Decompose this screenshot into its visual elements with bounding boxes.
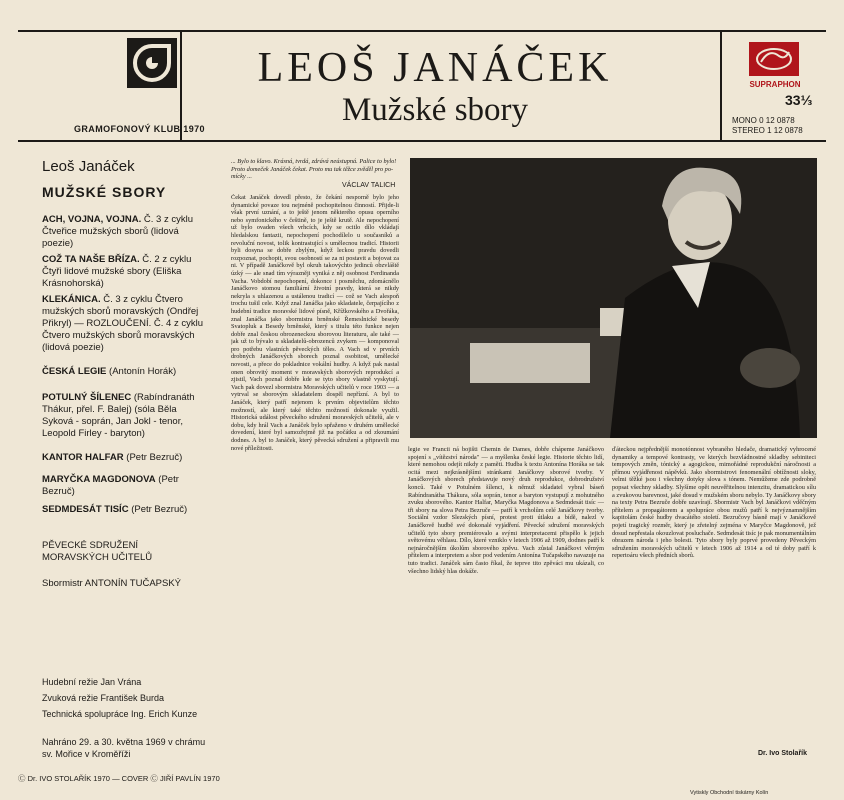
- gramofonovy-klub-logo: [127, 38, 177, 88]
- label-name: SUPRAPHON: [749, 80, 801, 89]
- header-divider-right: [720, 30, 722, 140]
- epigraph-author: VÁCLAV TALICH: [342, 182, 396, 189]
- epigraph-quote: ... Bylo to klavo. Krásná, tvrdá, zdrává neústupná. Palice to bylo! Proto domeček Janáček čekat. Proto mu tak těžce zvěděl pro po-mícky ...: [231, 158, 397, 181]
- catalog-stereo: STEREO 1 12 0878: [732, 126, 803, 135]
- track-list-item: ČESKÁ LEGIE (Antonín Horák): [42, 366, 177, 377]
- left-album: MUŽSKÉ SBORY: [42, 184, 167, 200]
- article-column-2: legie ve Francii ná bojišti Chemin de Dames, dobře chápeme Janáčkovo spojení s „vítězství národa" — a myšlenka české legie. Historie těchto lidí, které nemohou odejít nikdy z paměti. Hudba k textu Antonína Horáka se tak ocitá mezi nejkrásnějšími stránkami Janáčkovy sborové tvorby. V Janáčkových sborech představuje nový druh reprodukce, dobrodružství konců. Také v Potulném šílenci, k němuž skladatel vybral báseň Rabíndranátha Thákura, sóla soprán, tenor a baryton vystupují z mohutného zvuku sborového. Kantor Halfar, Maryčka Magdonova a Sedmdesát tisíc — tři sbory na slova Petra Bezruče — patří k vrcholům celé Janáčkovy tvorby. Sociální vzdor Slezských písní, protest proti útlaku a bídě, nalezl v Janáčkově hudbě své dokonalé vyjádření. Pěvecké sdružení moravských učitelů tyto sbory premiérovalo a svými interpretacemi přispělo k jejich světovému věhlasu. Dílo, které vzniklo v letech 1906 až 1909, dodnes patří k nejnáročnějším úkolům sborového zpěvu. Vach zůstal Janáčkovi věrným přítelem a interpretem a sbor pod vedením Antonína Tučapského navazuje na tuto tradici. Janáček sám často říkal, že teprve tito zpěváci mu ukázali, co všechno lidský hlas dokáže.: [408, 446, 604, 575]
- track-list-item: KLEKÁNICA. Č. 3 z cyklu Čtvero mužských sborů moravských (Ondřej Přikryl) — ROZLOUČENÍ. Č. 4 z cyklu Čtvero mužských sborů moravských (lidová poezie): [42, 294, 203, 353]
- track-list-item: KANTOR HALFAR (Petr Bezruč): [42, 452, 183, 463]
- album-title: Mužské sbory: [341, 92, 529, 128]
- club-label: GRAMOFONOVÝ KLUB 1970: [74, 124, 205, 134]
- supraphon-logo: [749, 42, 799, 76]
- copyright-footer: Ⓒ Dr. IVO STOLAŘÍK 1970 — COVER Ⓒ JIŘÍ PAVLÍN 1970: [18, 774, 220, 783]
- conductor-name: Sbormistr ANTONÍN TUČAPSKÝ: [42, 578, 182, 589]
- track-list-item: SEDMDESÁT TISÍC (Petr Bezruč): [42, 504, 188, 515]
- credit-line: Hudební režie Jan Vrána: [42, 677, 142, 687]
- left-composer: Leoš Janáček: [42, 158, 135, 175]
- composer-photo: [410, 158, 817, 438]
- catalog-mono: MONO 0 12 0878: [732, 116, 795, 125]
- credit-line: Technická spolupráce Ing. Erich Kunze: [42, 709, 198, 719]
- speed-label: 33⅓: [785, 92, 813, 108]
- header-bottom-rule: [18, 140, 826, 142]
- article-column-1: Čekat Janáček dovedl přesto, že čekání nesporně bylo jeho dynamické povaze tou nejméně pochopitelnou činností. Přijde-li však první uznání, a to ještě jenom některého opusu operního nebo symfonického v češtině, to je ještě krutě. Ale nepochopení už bylo ovaden všech vrhcích, kdy se ocitlo dílo vkládají hledalskou fantazii, nepochopení pochodílelo u současníků a revoluční novost, tolik kontrastující s umělecnou tradicí. Historii byli dosyna se dobře zbylým, když leckou pravdu dovedli rozpoznat, pochopit, svou osobností se za ni postavit a bojovat za ni. V případě Janáčkově byl okruh takovýchto jedinců obzvláště úzký — ale snad tím výrazněji vyniká z něj osobnost Ferdinanda Vacha. Vobdobí nepochopení, dokonce i posměchu, zdomácnělo Janáčkovo stomou familiární životní pravdy, která se nikdy nekryla s uhlazenou a ustálenou tradicí — což se Vach alespoň trochu tušil cele. Když znal Janáčka jako skladatele, čerpajícího z hudební tradice moravské lidové písně, Křížkovského a Dvořáka, znal Janáčka jako sbormistra brněnské Řemeslnické besedy Svatopluk a Besedy brněnské, který s titulu této funkce nejen dobře znal českou obrozeneckou sborovou literaturu, ale také — jak už to bývalo u skladatelů-obrozenců zvykem — komponoval pro potřebu vlastních pěveckých těles. A Vach sd v prvních drobných Janáčkových sborech poznal osobitost, umělecké novosti, a přece do pokladnice vokální hudby. A když pak nastal onen obrovitý moment v moravských sborových reprodukcí a zjistil, Vach poznal dobře kde se tyto sbory vlastně vyskytují. Vach pak dovezl sbormistra Moravských učitelů v roce 1903 — a vytrval se sborovým skladatelem dospěl nepřízní. A byl to Janáček, který patří nejenom k prvním objevitelům těchto možností, ale který také těchto možností dokonale využil. Historická událost pěveckého sdružení moravských učitelů, ale v dobu, kdy hrál Vach a Janáček bylo spřaženo v druhém umělecké dovedení, které byl samozřejmě již na počátku a od zkoumání dodnes. A byl to Janáček, který pěvecká sdružení a připravili mu nové příležitosti.: [231, 194, 399, 452]
- track-list-item: ACH, VOJNA, VOJNA. Č. 3 z cyklu Čtveřice mužských sborů (lidová poezie): [42, 214, 193, 249]
- composer-title: LEOŠ JANÁČEK: [257, 45, 613, 91]
- article-signature: Dr. Ivo Stolařík: [758, 750, 808, 757]
- ensemble-name: PĚVECKÉ SDRUŽENÍ MORAVSKÝCH UČITELŮ: [42, 540, 153, 563]
- credit-line: Nahráno 29. a 30. května 1969 v chrámu sv. Mořice v Kroměříži: [42, 737, 206, 759]
- printer-credit: Vytiskly Obchodní tiskárny Kolín: [690, 790, 769, 796]
- track-list-item: MARYČKA MAGDONOVA (Petr Bezruč): [42, 474, 179, 497]
- article-column-3: ďáteckou nejpřednější monotónnost vybraného hledače, dramatický vyhrocené dynamiky a tempové kontrasty, ve kterých bezvládnostné skladby sebiniteci tempových změn, tónický a agogickou, mimořádné reprodukční náročnosti a přímou vyjádřenost nápěvků. Jako sbormistrovi fenomenální obtížnosti sloky, velmi těžké jsou i všechny dotyky slova s tónem. Nemůžeme zde podrobně popsat všechny skladby. Slyšíme opět neuvěřitelnou intenzitu, dramatickou sílu a zvukovou barevnost, jaké dosud v mužském sboru nebylo. Ty Janáčkovy sbory na texty Petra Bezruče dobře uzavírají. Sbormistr Vach byl Janáčkovi vděčným přítelem a propagátorem a spolupráce obou mužů patří k nejvýznamnějším kapitolám české hudby dvacátého století. Bezručovy básně mají v Janáčkově pojetí tragický rozměr, který je zřetelný zejména v Maryčce Magdonově, jež dosud nepřestala okouzlovat posluchače. Sedmdesát tisíc je pak monumentálním obrazem národa i jeho bolesti. Tyto sbory byly poprvé provedeny Pěveckým sdružením moravských učitelů v letech 1906 až 1914 a od té doby patří k repertoáru všech předních sborů.: [612, 446, 816, 560]
- track-list-item: COŽ TA NAŠE BŘÍZA. Č. 2 z cyklu Čtyři lidové mužské sbory (Eliška Krásnohorská): [42, 254, 192, 289]
- top-rule: [18, 30, 826, 32]
- credit-line: Zvuková režie František Burda: [42, 693, 165, 703]
- track-list-item: POTULNÝ ŠÍLENEC (Rabíndranáth Thákur, přel. F. Balej) (sóla Běla Syková - soprán, Jan Jokl - tenor, Leopold Firley - baryton): [42, 392, 195, 439]
- catalog-numbers: [732, 116, 803, 136]
